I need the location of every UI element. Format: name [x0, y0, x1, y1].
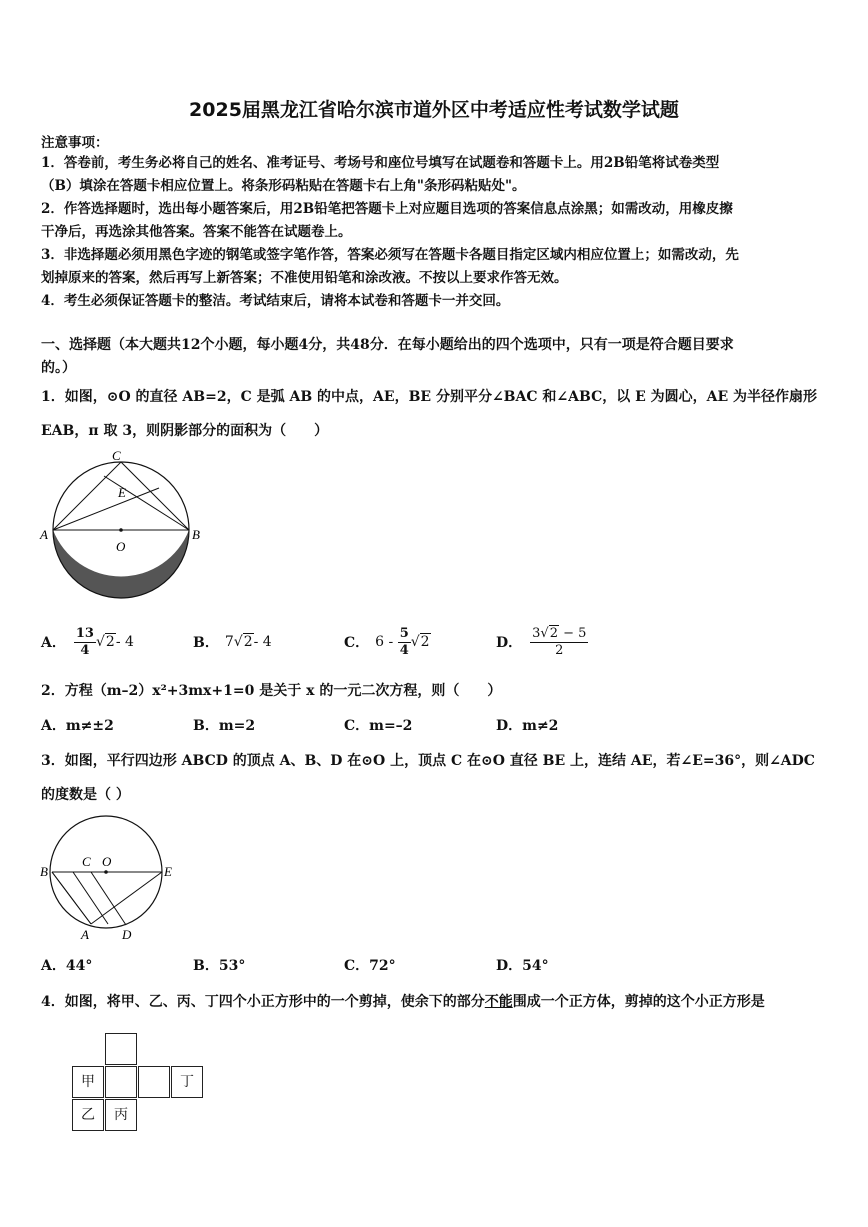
label-c: C	[112, 448, 121, 463]
section-heading-cont: 的。）	[41, 360, 76, 376]
q2-option-a[interactable]: A．m≠±2	[41, 718, 114, 734]
q3-stem-cont: 的度数是（ ）	[41, 787, 130, 803]
q2-option-d[interactable]: D．m≠2	[496, 718, 559, 734]
q1-option-b[interactable]: B． 7 √2 - 4	[193, 634, 272, 651]
notice-line: （B）填涂在答题卡相应位置上。将条形码粘贴在答题卡右上角"条形码粘贴处"。	[41, 178, 526, 194]
label-e: E	[164, 864, 172, 879]
label-c: C	[82, 854, 91, 869]
notice-line: 3．非选择题必须用黑色字迹的钢笔或签字笔作答，答案必须写在答题卡各题目指定区域内相应位置上；如需改动，先	[41, 247, 739, 263]
q3-stem: 3．如图，平行四边形 ABCD 的顶点 A、B、D 在⊙O 上，顶点 C 在⊙O 直径 BE 上，连结 AE，若∠E=36°，则∠ADC	[41, 753, 815, 769]
label-o: O	[102, 854, 112, 869]
q1-option-d[interactable]	[496, 622, 588, 662]
q4-net-figure	[72, 1033, 207, 1133]
q3-option-c[interactable]: C．72°	[344, 958, 396, 974]
segment-be	[104, 476, 189, 530]
segment-ad-side	[73, 872, 108, 924]
q2-stem: 2．方程（m–2）x²+3mx+1=0 是关于 x 的一元二次方程，则（ ）	[41, 683, 502, 699]
center-dot	[119, 528, 123, 532]
q3-option-a[interactable]: A．44°	[41, 958, 93, 974]
segment-cd	[91, 872, 126, 925]
fraction: $\frac{13}{4}$	[75, 625, 94, 658]
label-d: D	[122, 927, 132, 942]
net-cell-yi: 乙	[72, 1099, 104, 1131]
net-cell-jia: 甲	[72, 1066, 104, 1098]
section-heading: 一、选择题（本大题共12个小题，每小题4分，共48分．在每小题给出的四个选项中，只有一项是符合题目要求	[41, 337, 734, 353]
center-dot	[104, 870, 108, 874]
label-b: B	[192, 527, 200, 542]
label-a: A	[40, 527, 48, 542]
fraction: $\frac{5}{4}$	[399, 625, 409, 658]
notice-line: 2．作答选择题时，选出每小题答案后，用2B铅笔把答题卡上对应题目选项的答案信息点涂黑；如需改动，用橡皮擦	[41, 201, 733, 217]
segment-ae	[53, 488, 159, 530]
segment-cb	[121, 462, 189, 530]
notice-line: 1．答卷前，考生务必将自己的姓名、准考证号、考场号和座位号填写在试题卷和答题卡上。用2B铅笔将试卷类型	[41, 155, 720, 171]
label-a: A	[81, 927, 89, 942]
notice-line: 4．考生必须保证答题卡的整洁。考试结束后，请将本试卷和答题卡一并交回。	[41, 293, 510, 309]
label-o: O	[116, 539, 126, 554]
net-cell	[105, 1066, 137, 1098]
segment-ac	[53, 462, 121, 530]
q2-option-c[interactable]: C．m=–2	[344, 718, 413, 734]
notice-line: 干净后，再选涂其他答案。答案不能答在试题卷上。	[41, 224, 352, 240]
underline-emphasis: 不能	[484, 994, 513, 1010]
segment-ae	[91, 872, 162, 924]
q3-option-b[interactable]: B．53°	[193, 958, 246, 974]
fraction: $\frac{3√2 - 5}{2}$	[532, 625, 587, 658]
q1-option-a[interactable]: A． $\frac{13}{4}$ √2 - 4	[41, 625, 134, 658]
q2-option-b[interactable]: B．m=2	[193, 718, 256, 734]
net-cell-ding: 丁	[171, 1066, 203, 1098]
notice-line: 划掉原来的答案，然后再写上新答案；不准使用铅笔和涂改液。不按以上要求作答无效。	[41, 270, 568, 286]
net-cell-bing: 丙	[105, 1099, 137, 1131]
net-cell	[138, 1066, 170, 1098]
option-label: D．	[496, 635, 523, 651]
option-label: C．	[344, 635, 370, 651]
page-title: 2025届黑龙江省哈尔滨市道外区中考适应性考试数学试题	[189, 99, 679, 121]
q1-option-c[interactable]: C． 6 - $\frac{5}{4}$ √2	[344, 625, 430, 658]
q3-figure	[38, 812, 183, 944]
q3-option-d[interactable]: D．54°	[496, 958, 549, 974]
q1-stem-cont: EAB，π 取 3，则阴影部分的面积为（ ）	[41, 423, 329, 439]
label-b: B	[40, 864, 48, 879]
option-label: B．	[193, 635, 219, 651]
net-cell-top	[105, 1033, 137, 1065]
option-label: A．	[41, 635, 66, 651]
q1-stem: 1．如图，⊙O 的直径 AB=2，C 是弧 AB 的中点，AE，BE 分别平分∠BAC 和∠ABC，以 E 为圆心，AE 为半径作扇形	[41, 389, 818, 405]
label-e: E	[118, 485, 126, 500]
q4-stem: 4．如图，将甲、乙、丙、丁四个小正方形中的一个剪掉，使余下的部分不能围成一个正方体，剪掉的这个小正方形是	[41, 994, 765, 1010]
notice-heading: 注意事项：	[41, 135, 109, 151]
q1-figure	[38, 446, 208, 606]
